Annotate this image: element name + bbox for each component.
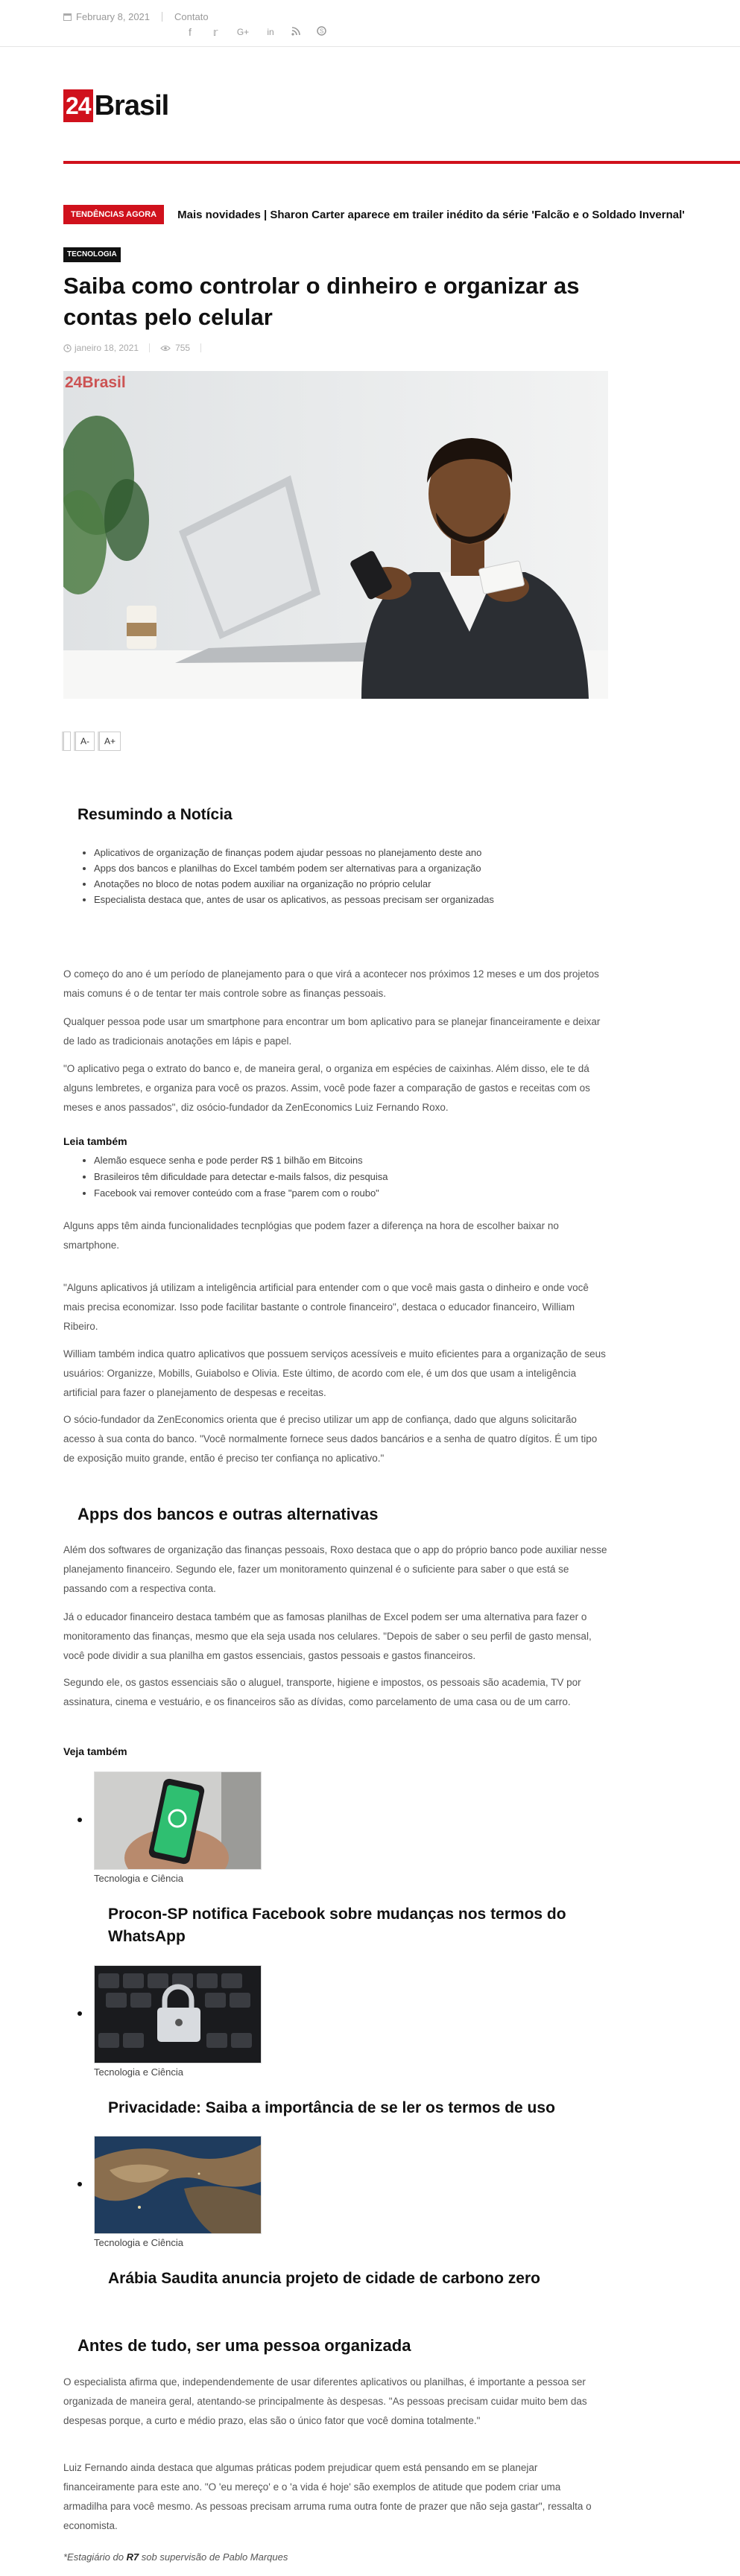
related-title[interactable]: Procon-SP notifica Facebook sobre mudanças nos termos do WhatsApp <box>108 1906 566 1945</box>
related-title[interactable]: Arábia Saudita anuncia projeto de cidade de carbono zero <box>108 2270 540 2287</box>
article-paragraph: Além dos softwares de organização das finanças pessoais, Roxo destaca que o app do próprio banco pode auxiliar nesse planejamento financeiro. Segundo ele, fazer um monitoramento quinzenal é o suficiente para saber o que está se passando com a respectiva conta. <box>63 1544 607 1594</box>
hero-image <box>63 371 608 699</box>
section-heading: Apps dos bancos e outras alternativas <box>78 1505 379 1523</box>
category-badge[interactable]: TECNOLOGIA <box>63 247 121 262</box>
section-heading: Antes de tudo, ser uma pessoa organizada <box>78 2336 411 2355</box>
skype-icon[interactable] <box>316 26 326 38</box>
font-reset-button[interactable] <box>63 732 71 751</box>
related-category: Tecnologia e Ciência <box>94 2066 183 2078</box>
credit-prefix: *Estagiário do <box>63 2551 127 2563</box>
related-image[interactable] <box>94 1771 262 1870</box>
article-paragraph: Luiz Fernando ainda destaca que algumas práticas podem prejudicar quem está pensando em se planejar financeiramente para este ano. "O 'eu mereço' e o 'a vida é hoje' são exemplos de atitude que podem criar uma armadilha para você mesmo. As pessoas precisam arruma ruma outra fonte de prazer que não seja gastar", ressalta o economista. <box>63 2462 592 2531</box>
logo-number: 24 <box>63 89 93 122</box>
related-bullet <box>78 2011 82 2016</box>
clock-icon <box>63 344 72 352</box>
article-paragraph: Qualquer pessoa pode usar um smartphone para encontrar um bom aplicativo para se planejar financeiramente e deixar de lado as tradicionais anotações em lápis e papel. <box>63 1016 601 1047</box>
rss-icon[interactable] <box>291 26 301 38</box>
author-credit <box>63 2551 288 2563</box>
google-plus-icon[interactable]: G+ <box>236 27 250 37</box>
related-bullet <box>78 1818 82 1822</box>
svg-text:S: S <box>319 28 323 35</box>
article-paragraph: Segundo ele, os gastos essenciais são o aluguel, transporte, higiene e impostos, os pessoais são academia, TV por assinatura, cinema e vestuário, e os financeiros são as dívidas, como parcelamento de uma casa ou de um carro. <box>63 1677 581 1707</box>
read-also-title: Leia também <box>63 1135 127 1147</box>
related-title[interactable]: Privacidade: Saiba a importância de se ler os termos de uso <box>108 2099 555 2116</box>
font-decrease-button[interactable]: A- <box>75 732 95 751</box>
article-paragraph: O sócio-fundador da ZenEconomics orienta que é preciso utilizar um app de confiança, dado que alguns solicitarão acesso à sua conta do banco. "Você normalmente fornece seus dados bancários e a senha de quatro dígitos. É um tipo de exposição muito grande, então é preciso ter confiança no aplicativo." <box>63 1414 598 1464</box>
related-bullet <box>78 2182 82 2186</box>
credit-suffix: sob supervisão de Pablo Marques <box>139 2551 288 2563</box>
related-image[interactable] <box>94 2136 262 2234</box>
related-category: Tecnologia e Ciência <box>94 1873 183 1884</box>
header-divider <box>63 161 740 164</box>
trending-headline[interactable]: Mais novidades | Sharon Carter aparece em trailer inédito da série 'Falcão e o Soldado Invernal' <box>177 208 685 221</box>
top-bar <box>0 0 740 47</box>
site-logo[interactable] <box>63 89 168 122</box>
article-paragraph: Já o educador financeiro destaca também que as famosas planilhas de Excel podem ser uma alternativa para fazer o monitoramento das finanças, mesmo que ela seja usada nos celulares. "Depois de saber o seu perfil de gasto mensal, você pode dividir a sua planilha em gastos essenciais, gastos pessoais e gastos financeiros. <box>63 1611 592 1661</box>
related-category: Tecnologia e Ciência <box>94 2237 183 2248</box>
font-increase-button[interactable]: A+ <box>99 732 121 751</box>
article-paragraph: Alguns apps têm ainda funcionalidades tecnplógias que podem fazer a diferença na hora de escolher baixar no smartphone. <box>63 1220 559 1251</box>
see-also-title: Veja também <box>63 1745 127 1757</box>
article-paragraph: "Alguns aplicativos já utilizam a inteligência artificial para entender com o que você mais gasta o dinheiro e onde você mais precisa economizar. Isso pode facilitar bastante o controle financeiro", destaca o educador financeiro, William Ribeiro. <box>63 1282 589 1332</box>
article-meta <box>63 342 212 354</box>
calendar-icon <box>63 13 72 21</box>
article-paragraph: O começo do ano é um período de planejamento para o que virá a acontecer nos próximos 12 meses e um dos projetos mais comuns é o de tentar ter mais controle sobre as finanças pessoais. <box>63 968 599 999</box>
summary-item: • Anotações no bloco de notas podem auxiliar na organização no próprio celular <box>94 876 586 892</box>
top-date <box>63 11 150 22</box>
trending-bar <box>63 205 685 224</box>
logo-word: Brasil <box>94 89 169 121</box>
twitter-icon[interactable]: 𝕣 <box>212 25 218 38</box>
read-also-link[interactable]: Brasileiros têm dificuldade para detectar e-mails falsos, diz pesquisa <box>94 1171 388 1182</box>
summary-item: • Aplicativos de organização de finanças podem ajudar pessoas no planejamento deste ano <box>94 845 586 860</box>
related-image[interactable] <box>94 1965 262 2063</box>
article-paragraph: William também indica quatro aplicativos que possuem serviços acessíveis e muito eficientes para a organização de seus usuários: Organizze, Mobills, Guiabolso e Olivia. Este último, de acordo com ele, é um dos que usam a inteligência artificial para fazer o planejamento de despesas e receitas. <box>63 1348 606 1398</box>
article-views <box>160 343 190 353</box>
read-also-item[interactable] <box>94 1185 586 1202</box>
views-count: 755 <box>175 343 191 353</box>
date-text: February 8, 2021 <box>76 10 151 22</box>
trending-label: TENDÊNCIAS AGORA <box>63 205 164 224</box>
facebook-icon[interactable]: f <box>189 26 192 38</box>
read-also-link[interactable]: Alemão esquece senha e pode perder R$ 1 bilhão em Bitcoins <box>94 1155 363 1166</box>
read-also-item[interactable] <box>94 1169 586 1185</box>
top-info-row <box>63 9 209 24</box>
read-also-list <box>94 1152 586 1202</box>
article-title: Saiba como controlar o dinheiro e organizar as contas pelo celular <box>63 273 580 330</box>
contact-link[interactable]: Contato <box>174 10 209 22</box>
hero-watermark: 24Brasil <box>65 374 126 391</box>
read-also-item[interactable] <box>94 1152 586 1169</box>
summary-item: • Apps dos bancos e planilhas do Excel também podem ser alternativas para a organização <box>94 860 586 876</box>
summary-title: Resumindo a Notícia <box>78 806 233 823</box>
article-paragraph: O especialista afirma que, independendemente de usar diferentes aplicativos ou planilhas, é importante a pessoa ser organizada de maneira geral, atentando-se principalmente às despesas. "As pessoas precisam cuidar muito bem das despesas porque, a curto e médio prazo, elas são o único fator que você domina totalmente." <box>63 2376 587 2426</box>
eye-icon <box>160 345 171 352</box>
meta-divider <box>149 343 150 352</box>
read-also-link[interactable]: Facebook vai remover conteúdo com a frase "parem com o roubo" <box>94 1187 379 1199</box>
summary-list <box>94 845 586 907</box>
font-size-controls <box>63 732 121 751</box>
meta-divider-2 <box>200 343 201 352</box>
article-paragraph: "O aplicativo pega o extrato do banco e, de maneira geral, o organiza em espécies de caixinhas. Além disso, ele te dá alguns lembretes, e organiza para você os prazos. Assim, você pode fazer a comparação de gastos e receitas com os meses e anos passados", diz osócio-fundador da ZenEconomics Luiz Fernando Roxo. <box>63 1063 590 1113</box>
linkedin-icon[interactable]: in <box>267 27 274 37</box>
summary-item: • Especialista destaca que, antes de usar os aplicativos, as pessoas precisam ser organizadas <box>94 892 586 907</box>
article-date: janeiro 18, 2021 <box>75 343 139 353</box>
credit-brand: R7 <box>126 2551 139 2563</box>
social-links <box>185 25 326 39</box>
